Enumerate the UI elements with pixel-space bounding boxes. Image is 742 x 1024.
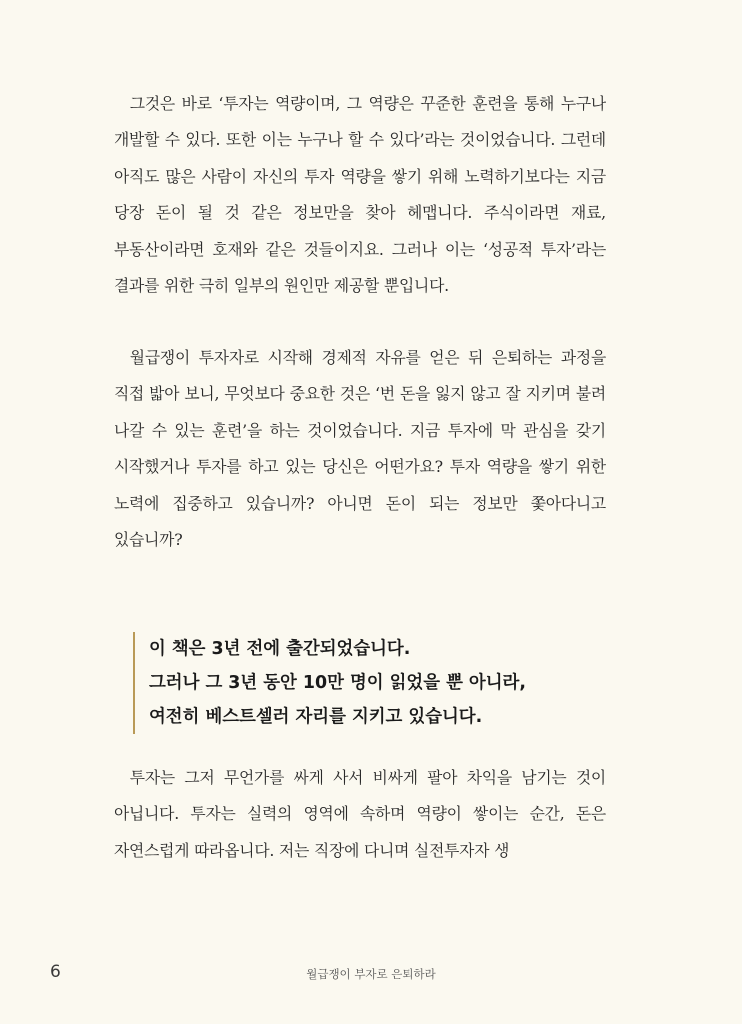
pull-quote-line: 그러나 그 3년 동안 10만 명이 읽었을 뿐 아니라, — [149, 673, 526, 693]
body-paragraph-3: 투자는 그저 무언가를 싸게 사서 비싸게 팔아 차익을 남기는 것이 아닙니다. 투자는 실력의 영역에 속하며 역량이 쌓이는 순간, 돈은 자연스럽게 따라옵니다. 저는 직장에 다니며 실전투자자 생 — [114, 768, 606, 860]
body-paragraph-1: 그것은 바로 ‘투자는 역량이며, 그 역량은 꾸준한 훈련을 통해 누구나 개발할 수 있다. 또한 이는 누구나 할 수 있다’라는 것이었습니다. 그런데 아직도 많은 사람이 자신의 투자 역량을 쌓기 위해 노력하기보다는 지금 당장 돈이 될 것 같은 정보만을 찾아 헤맵니다. 주식이라면 재료, 부동산이라면 호재와 같은 것들이지요. 그러나 이는 ‘성공적 투자’라는 결과를 위한 극히 일부의 원인만 제공할 뿐입니다. — [114, 94, 606, 296]
body-paragraph-2: 월급쟁이 투자자로 시작해 경제적 자유를 얻은 뒤 은퇴하는 과정을 직접 밟아 보니, 무엇보다 중요한 것은 ‘번 돈을 잃지 않고 잘 지키며 불려 나갈 수 있는 훈련’을 하는 것이었습니다. 지금 투자에 막 관심을 갖기 시작했거나 투자를 하고 있는 당신은 어떤가요? 투자 역량을 쌓기 위한 노력에 집중하고 있습니까? 아니면 돈이 되는 정보만 쫓아다니고 있습니까? — [114, 348, 606, 550]
page-number: 6 — [50, 962, 61, 982]
pull-quote-line: 이 책은 3년 전에 출간되었습니다. — [149, 639, 411, 659]
pull-quote — [133, 632, 619, 734]
pull-quote-line: 여전히 베스트셀러 자리를 지키고 있습니다. — [149, 707, 483, 727]
running-footer-title: 월급쟁이 부자로 은퇴하라 — [306, 967, 436, 981]
